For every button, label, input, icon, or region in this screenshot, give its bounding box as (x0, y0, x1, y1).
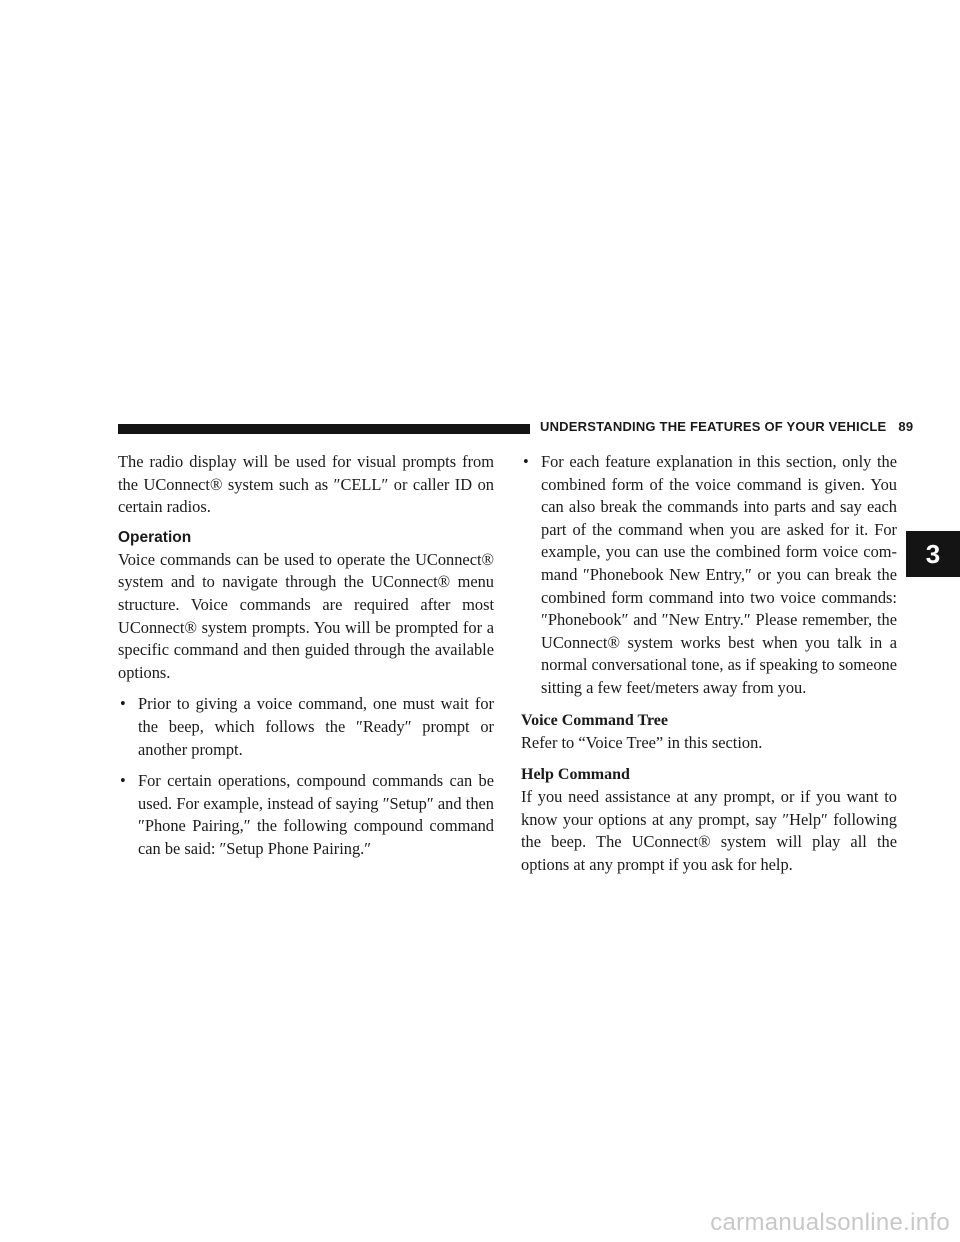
operation-bullet-list (118, 693, 494, 860)
voice-command-tree-heading: Voice Command Tree (521, 711, 668, 729)
help-command-heading: Help Command (521, 766, 630, 784)
bullet-item: • Prior to giving a voice command, one must wait for the beep, which follows the ″Ready″ prompt or another prompt. (118, 693, 494, 761)
section-title: UNDERSTANDING THE FEATURES OF YOUR VEHICLE (540, 419, 887, 434)
feature-bullet-list (521, 451, 897, 700)
watermark: carmanualsonline.info (710, 1209, 950, 1236)
page-number: 89 (898, 419, 914, 434)
chapter-tab: 3 (906, 531, 960, 577)
operation-heading: Operation (118, 528, 192, 546)
right-column (521, 451, 897, 877)
left-column (118, 451, 494, 861)
header-rule (118, 424, 530, 434)
running-header (540, 419, 913, 434)
bullet-item: • For certain operations, compound commands can be used. For example, instead of saying ″Setup″ and then ″Phone Pairing,″ the following compound command can be said: ″Setup Phone Pairing.″ (118, 770, 494, 860)
operation-paragraph: Voice commands can be used to operate the UConnect® system and to navigate through the UConnect® menu structure. Voice commands are required after most UConnect® system prompts. You will be prompted for a specific command and then guided through the available options. (118, 549, 494, 682)
help-command-paragraph: If you need assistance at any prompt, or if you want to know your options at any prompt, say ″Help″ following the beep. The UConnect® system will play all the options at any prompt if you ask for help. (521, 787, 897, 874)
voice-command-tree-paragraph: Refer to “Voice Tree” in this section. (521, 732, 763, 752)
bullet-item: • For each feature explanation in this section, only the combined form of the voice command is given. You can also break the commands into parts and say each part of the command when you are asked for it. For example, you can use the combined form voice com-mand ″Phonebook New Entry,″ or you can break the combined form command into two voice commands: ″Phonebook″ and ″New Entry.″ Please remember, the UConnect® system works best when you talk in a normal conversational tone, as if speaking to someone sitting a few feet/meters away from you. (521, 451, 897, 700)
intro-paragraph: The radio display will be used for visual prompts from the UConnect® system such as ″CELL″ or caller ID on certain radios. (118, 452, 494, 517)
